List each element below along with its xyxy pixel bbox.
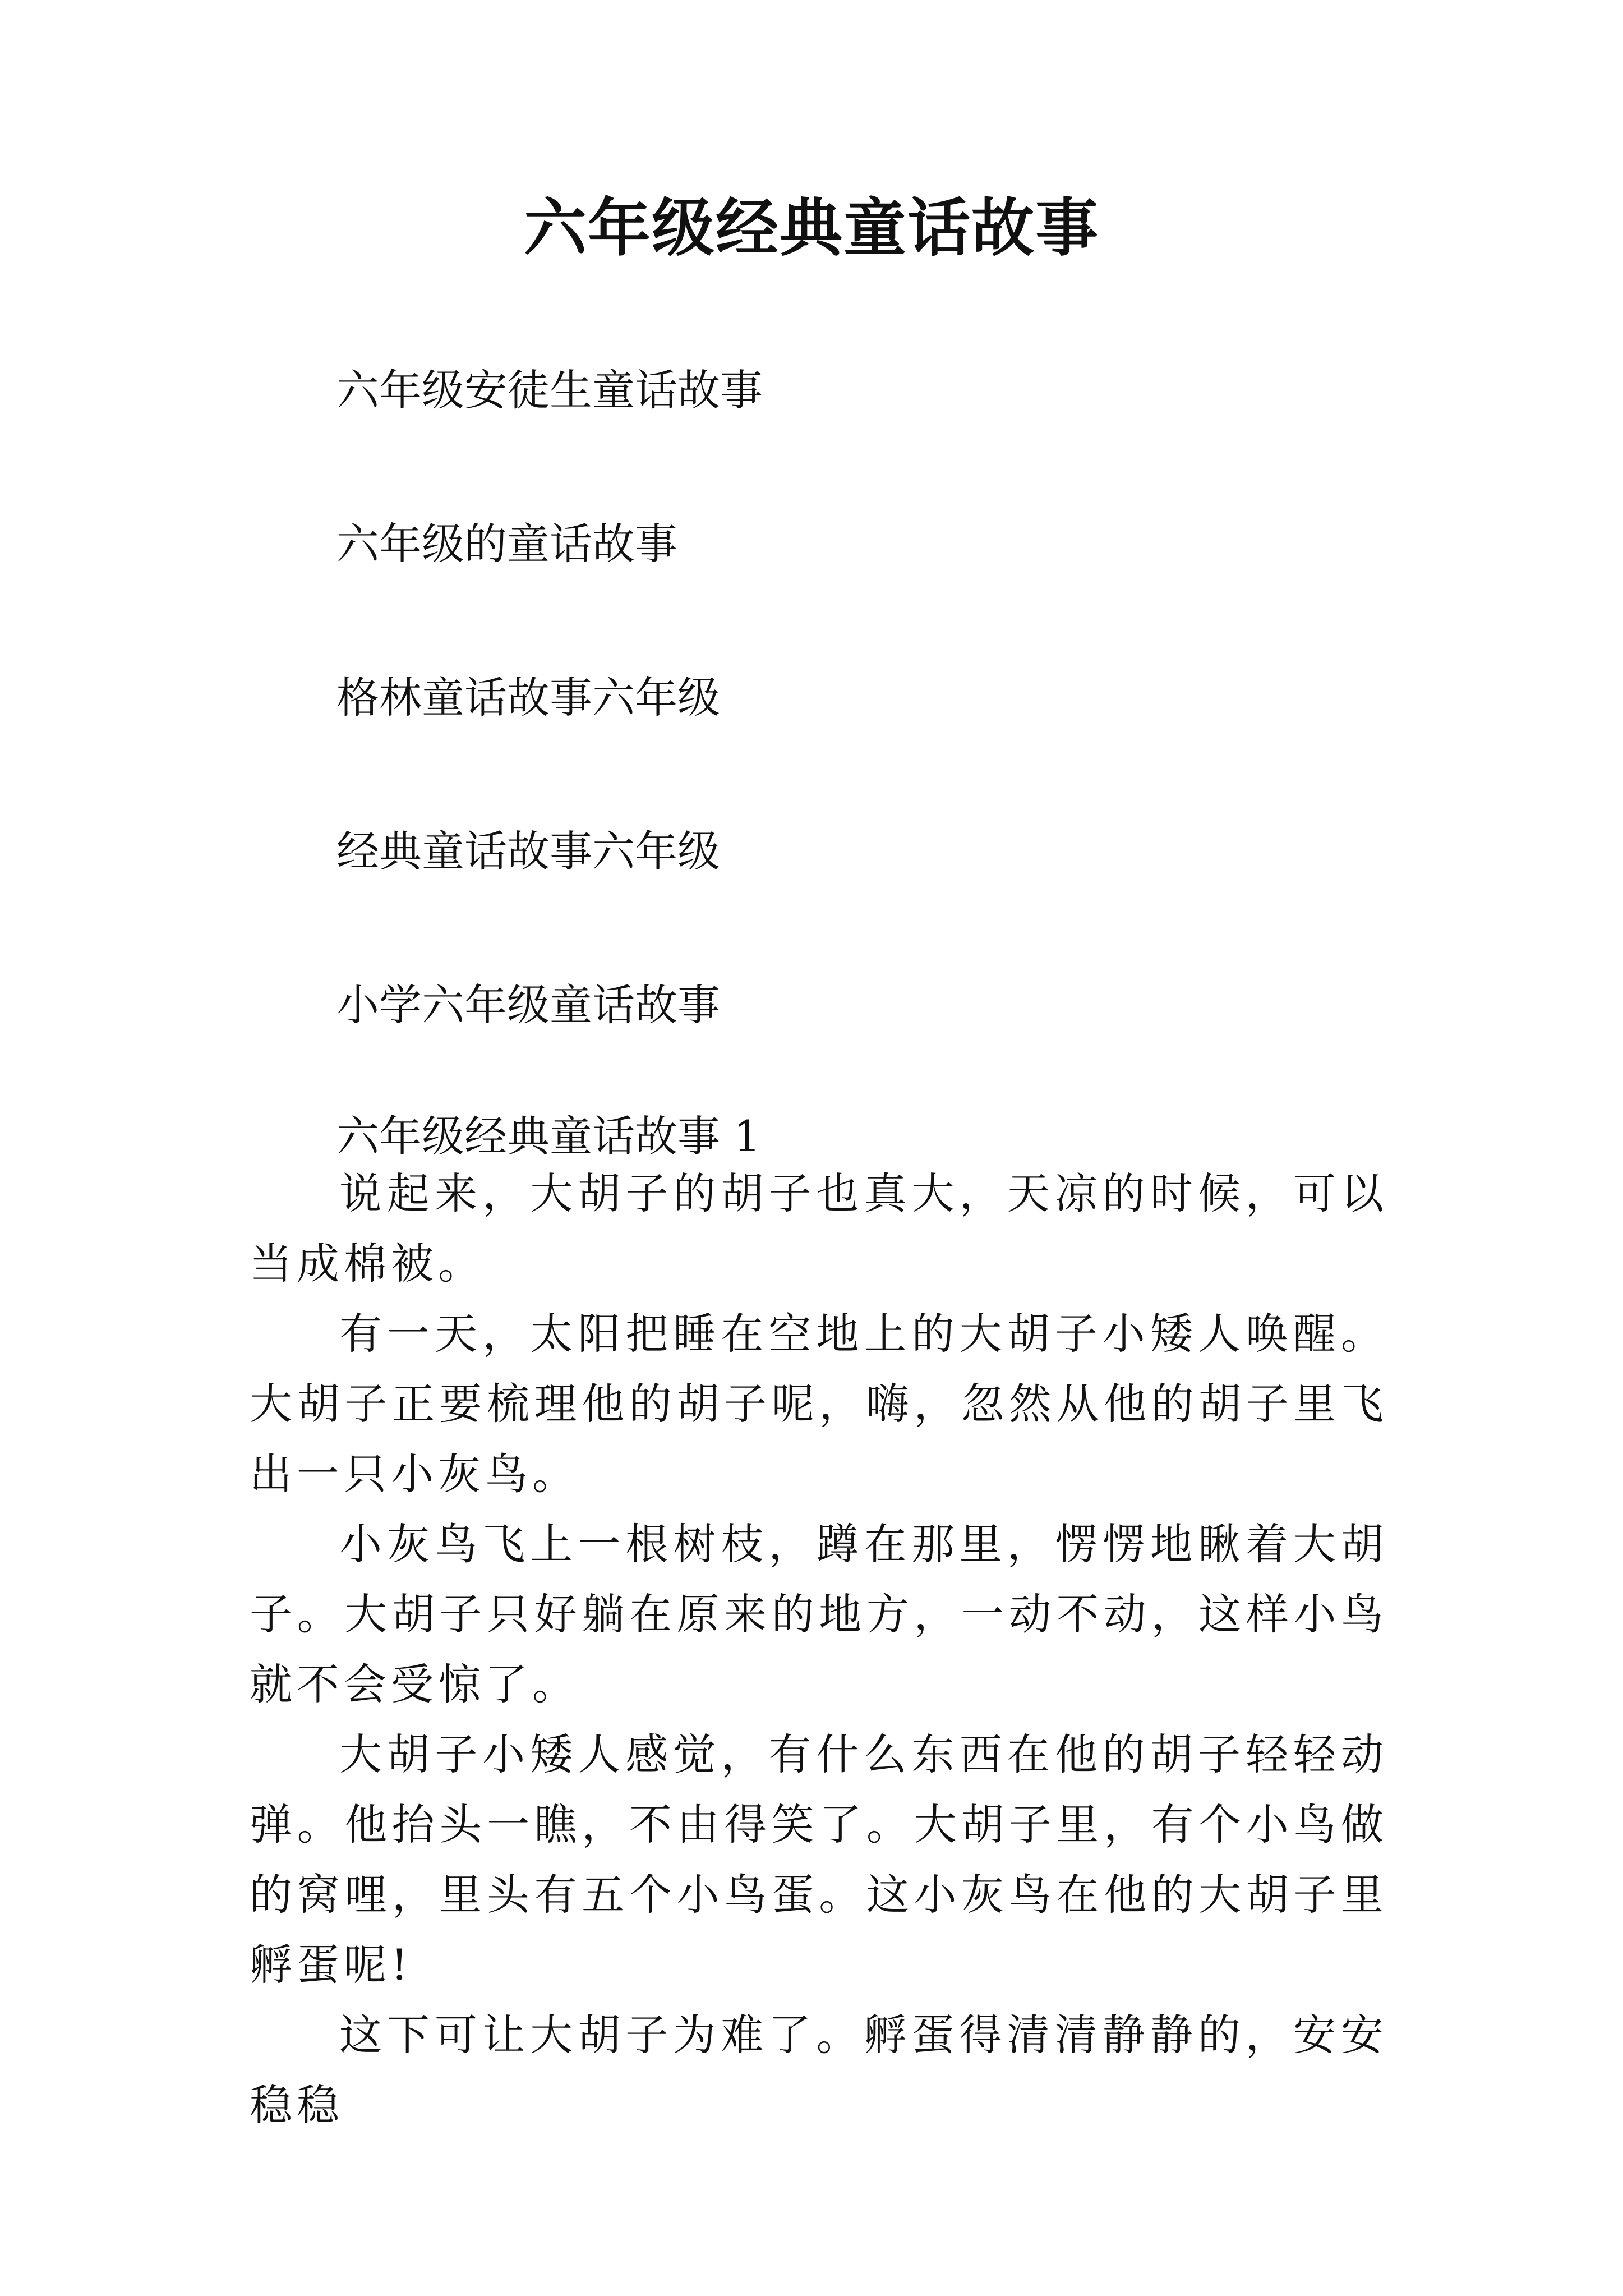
related-links-list bbox=[336, 359, 1402, 1037]
page-title: 六年级经典童话故事 bbox=[524, 191, 1099, 265]
paragraph-5: 这下可让大胡子为难了。孵蛋得清清静静的，安安稳稳 bbox=[250, 2010, 1388, 2130]
related-link-1: 六年级安徒生童话故事 bbox=[336, 365, 763, 415]
paragraph-3: 小灰鸟飞上一根树枝，蹲在那里，愣愣地瞅着大胡子。大胡子只好躺在原来的地方，一动不动，这样小鸟就不会受惊了。 bbox=[250, 1519, 1388, 1709]
paragraph-4: 大胡子小矮人感觉，有什么东西在他的胡子轻轻动弹。他抬头一瞧，不由得笑了。大胡子里，有个小鸟做的窝哩，里头有五个小鸟蛋。这小灰鸟在他的大胡子里孵蛋呢! bbox=[250, 1729, 1388, 1990]
related-link-2: 六年级的童话故事 bbox=[336, 519, 677, 569]
section-heading: 六年级经典童话故事 1 bbox=[336, 1111, 761, 1161]
related-link-5: 小学六年级童话故事 bbox=[336, 980, 720, 1030]
related-link-3: 格林童话故事六年级 bbox=[336, 673, 720, 723]
paragraph-2: 有一天，太阳把睡在空地上的大胡子小矮人唤醒。大胡子正要梳理他的胡子呢，嗨，忽然从他的胡子里飞出一只小灰鸟。 bbox=[250, 1309, 1388, 1499]
related-link-4: 经典童话故事六年级 bbox=[336, 826, 720, 876]
story-body bbox=[250, 1158, 1388, 2140]
paragraph-1: 说起来，大胡子的胡子也真大，天凉的时候，可以当成棉被。 bbox=[250, 1168, 1388, 1289]
